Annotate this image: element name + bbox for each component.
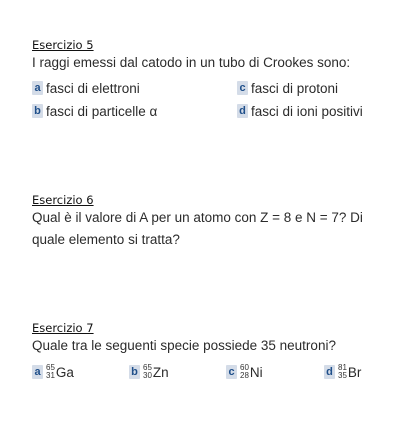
option-text: fasci di protoni bbox=[251, 80, 339, 96]
exercise-7-option-b[interactable] bbox=[129, 363, 169, 381]
option-letter-badge: a bbox=[32, 81, 43, 95]
exercise-5-title: Esercizio 5 bbox=[32, 38, 94, 52]
mass-number: 65 bbox=[46, 363, 55, 372]
mass-number: 65 bbox=[143, 363, 152, 372]
question-line: quale elemento si tratta? bbox=[32, 232, 180, 247]
element-symbol: Br bbox=[347, 364, 362, 380]
option-letter-badge: d bbox=[237, 104, 248, 118]
nuclide-ga bbox=[46, 364, 74, 380]
exercise-5-question bbox=[32, 52, 399, 74]
element-symbol: Zn bbox=[152, 364, 169, 380]
exercise-5-option-c[interactable] bbox=[237, 79, 338, 97]
exercise-7-option-c[interactable] bbox=[226, 363, 263, 381]
option-text: fasci di ioni positivi bbox=[251, 103, 363, 119]
exercise-5-option-b[interactable] bbox=[32, 102, 157, 120]
question-line: Qual è il valore di A per un atomo con Z = 8 e N = 7? Di bbox=[32, 210, 363, 225]
exercise-5-option-a[interactable] bbox=[32, 79, 140, 97]
nuclide-ni bbox=[240, 364, 263, 380]
option-letter-badge: c bbox=[226, 365, 237, 379]
exercise-5-option-d[interactable] bbox=[237, 102, 363, 120]
option-letter-badge: b bbox=[129, 365, 140, 379]
exercise-7-title: Esercizio 7 bbox=[32, 321, 94, 335]
question-line: Quale tra le seguenti specie possiede 35 neutroni? bbox=[32, 338, 336, 353]
option-letter-badge: b bbox=[32, 104, 43, 118]
exercise-6-question bbox=[32, 207, 399, 251]
atomic-number: 31 bbox=[46, 371, 55, 380]
element-symbol: Ni bbox=[249, 364, 263, 380]
exercise-7-question bbox=[32, 335, 399, 357]
exercise-7-option-d[interactable] bbox=[324, 363, 361, 381]
option-letter-badge: a bbox=[32, 365, 43, 379]
mass-number: 60 bbox=[240, 363, 249, 372]
atomic-number: 30 bbox=[143, 371, 152, 380]
question-line: I raggi emessi dal catodo in un tubo di Crookes sono: bbox=[32, 55, 351, 70]
nuclide-br bbox=[338, 364, 361, 380]
option-text: fasci di particelle α bbox=[46, 103, 158, 119]
option-letter-badge: d bbox=[324, 365, 335, 379]
option-letter-badge: c bbox=[237, 81, 248, 95]
exercise-7-option-a[interactable] bbox=[32, 363, 74, 381]
nuclide-zn bbox=[143, 364, 169, 380]
element-symbol: Ga bbox=[55, 364, 74, 380]
atomic-number: 35 bbox=[338, 371, 347, 380]
mass-number: 81 bbox=[338, 363, 347, 372]
exercise-6-title: Esercizio 6 bbox=[32, 193, 94, 207]
option-text: fasci di elettroni bbox=[46, 80, 140, 96]
atomic-number: 28 bbox=[240, 371, 249, 380]
